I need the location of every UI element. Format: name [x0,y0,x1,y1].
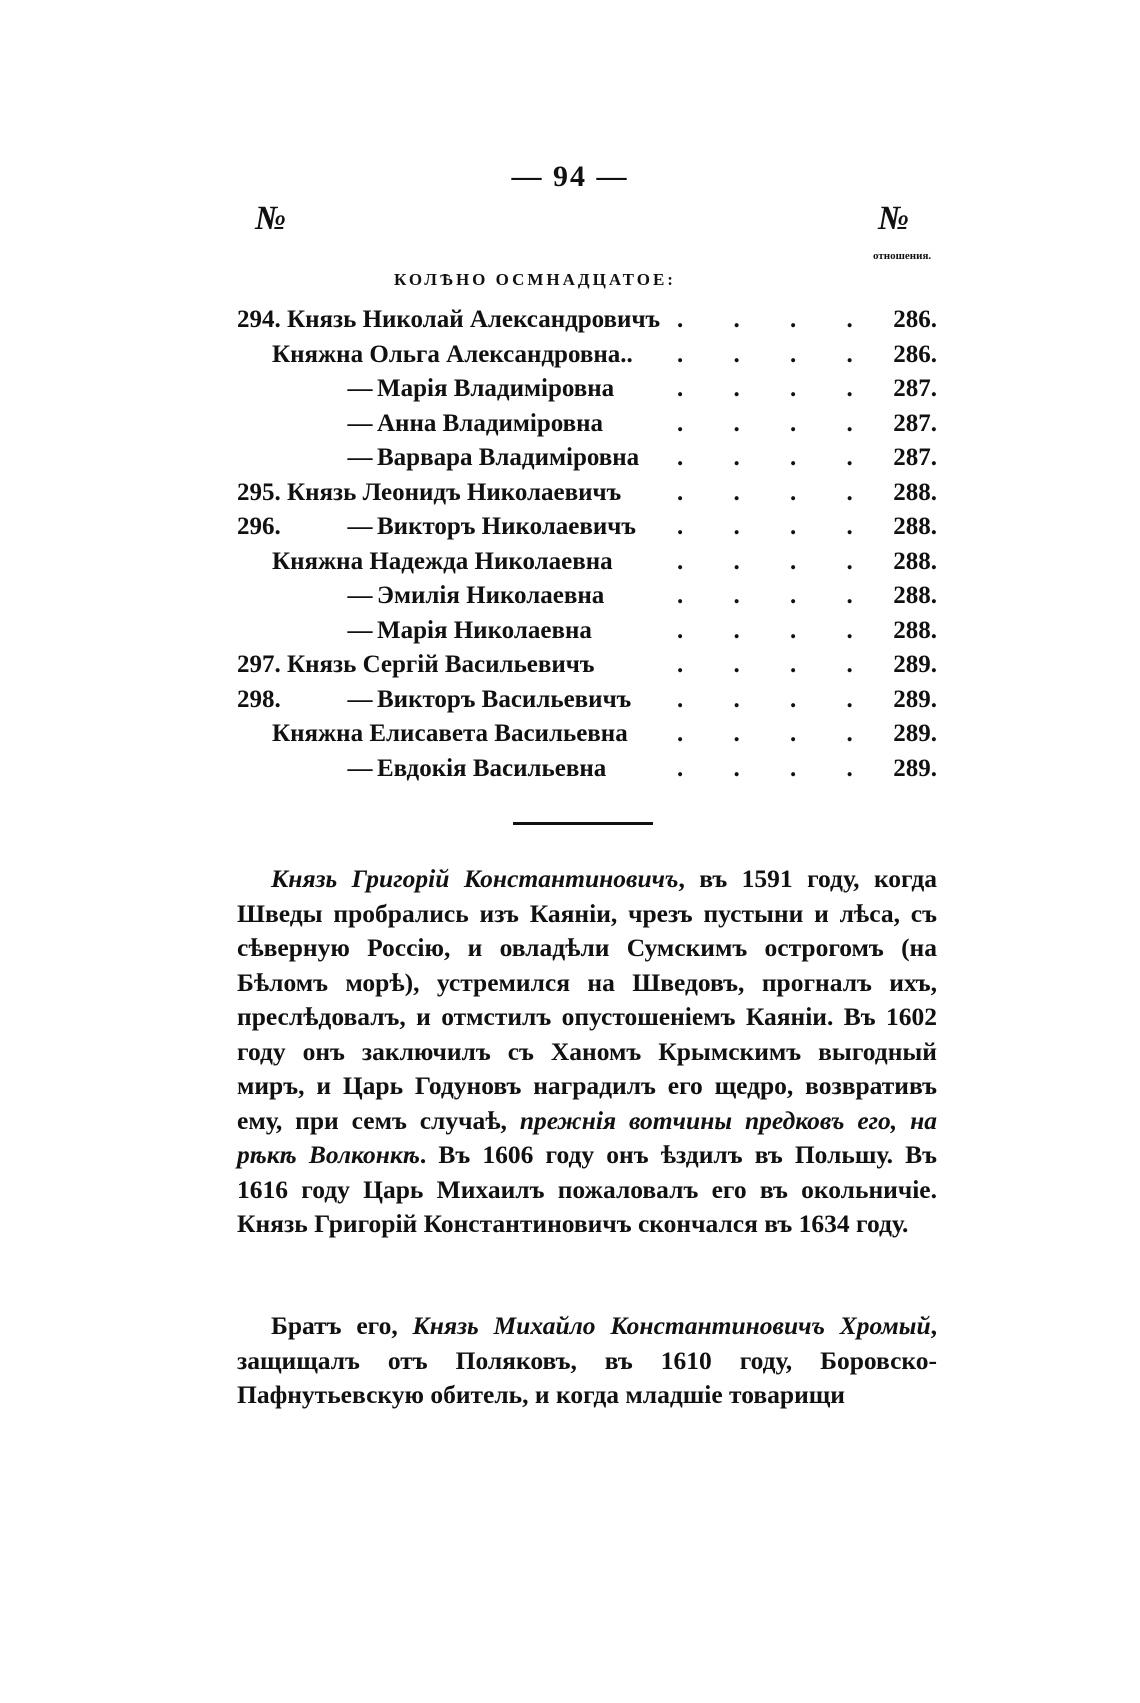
ditto-dash: — [347,409,373,437]
mikhailo-text-a: Братъ его, [271,1311,413,1340]
reference-number: 288. [893,478,937,506]
page-number: — 94 — [511,160,629,193]
genealogy-row [237,651,937,686]
person-name: Варвара Владиміровна [377,444,640,471]
ditto-dash: — [347,375,373,402]
dot-leader: . . . . [677,754,875,782]
mikhailo-text-b: , защищалъ отъ Поляковъ, въ 1610 году, Боровско-Пафнутьевскую обитель, и когда младшіе товарищи [237,1311,937,1409]
entry-number: 298. [237,685,281,713]
paragraph-grigory [237,862,937,1242]
genealogy-row [237,686,937,721]
ditto-dash: — [347,582,373,609]
genealogy-table [237,306,937,789]
reference-number: 288. [893,547,937,575]
person-name: Марія Николаевна [377,616,592,644]
genealogy-row [237,548,937,583]
person-name: Княжна Ольга Александровна.. [272,340,633,368]
grigory-votchiny: прежнія вотчины предковъ его, на рѣкѣ Волконкѣ [237,1105,937,1169]
dot-leader: . . . . [677,616,875,644]
reference-number: 286. [893,306,937,333]
person-name: Марія Владиміровна [377,375,615,402]
dot-leader: . . . . [677,513,875,540]
dot-leader: . . . . [677,685,875,713]
reference-number: 289. [893,720,937,747]
entry-number: 296. [237,513,281,540]
genealogy-row [237,375,937,410]
person-name: Князь Николай Александровичъ [287,306,661,333]
reference-number: 289. [893,685,937,713]
reference-number: 288. [893,616,937,644]
person-name: Викторъ Васильевичъ [377,685,632,713]
reference-number: 289. [893,754,937,782]
reference-number: 287. [893,444,937,471]
genealogy-row [237,582,937,617]
person-name: Князь Леонидъ Николаевичъ [287,478,622,506]
column-left-number-symbol: № [255,200,287,237]
ditto-dash: — [347,616,373,644]
reference-number: 288. [893,582,937,609]
dot-leader: . . . . [677,409,875,437]
generation-heading: КОЛѢНО ОСМНАДЦАТОЕ: [394,270,676,289]
grigory-name: Князь Григорій Константиновичъ [271,864,679,893]
reference-number: 286. [893,340,937,368]
column-right-subheading: отношения. [873,250,932,262]
section-divider [513,822,653,825]
genealogy-row [237,341,937,376]
dot-leader: . . . . [677,720,875,747]
genealogy-row [237,513,937,548]
entry-number: 295. [237,478,281,506]
dot-leader: . . . . [677,547,875,575]
genealogy-row [237,306,937,341]
person-name: Евдокія Васильевна [377,754,607,782]
ditto-dash: — [347,444,373,471]
ditto-dash: — [347,685,373,713]
person-name: Эмилія Николаевна [377,582,605,609]
column-right-number-symbol: № [878,200,910,237]
dot-leader: . . . . [677,340,875,368]
dot-leader: . . . . [677,306,875,333]
reference-number: 288. [893,513,937,540]
mikhailo-name: Князь Михайло Константиновичъ Хромый [412,1311,931,1340]
ditto-dash: — [347,754,373,782]
entry-number: 294. [237,306,281,333]
person-name: Княжна Надежда Николаевна [272,547,613,575]
dot-leader: . . . . [677,582,875,609]
genealogy-row [237,720,937,755]
person-name: Анна Владиміровна [377,409,604,437]
person-name: Викторъ Николаевичъ [377,513,636,540]
genealogy-row [237,755,937,790]
genealogy-row [237,479,937,514]
dot-leader: . . . . [677,651,875,678]
person-name: Княжна Елисавета Васильевна [272,720,628,747]
dot-leader: . . . . [677,444,875,471]
genealogy-row [237,444,937,479]
ditto-dash: — [347,513,373,540]
paragraph-mikhailo [237,1309,937,1413]
dot-leader: . . . . [677,478,875,506]
entry-number: 297. [237,651,281,678]
person-name: Князь Сергій Васильевичъ [287,651,595,678]
grigory-text-a: , въ 1591 году, когда Шведы пробрались изъ Каяніи, чрезъ пустыни и лѣса, съ сѣверную Россію, и овладѣли Сумскимъ острогомъ (на Бѣломъ морѣ), устремился на Шведовъ, прогналъ ихъ, преслѣдовалъ, и отмстилъ опустошеніемъ Каяніи. Въ 1602 году онъ заключилъ съ Ханомъ Крымскимъ выгодный миръ, и Царь Годуновъ наградилъ его щедро, возвративъ ему, при семъ случаѣ, [237,864,938,1135]
genealogy-row [237,410,937,445]
genealogy-row [237,617,937,652]
grigory-text-c: . Въ 1606 году онъ ѣздилъ въ Польшу. Въ 1616 году Царь Михаилъ пожаловалъ его въ окольничіе. Князь Григорій Константиновичъ скончался въ 1634 году. [237,1140,937,1238]
reference-number: 287. [893,409,937,437]
reference-number: 289. [893,651,937,678]
dot-leader: . . . . [677,375,875,402]
reference-number: 287. [893,375,937,402]
